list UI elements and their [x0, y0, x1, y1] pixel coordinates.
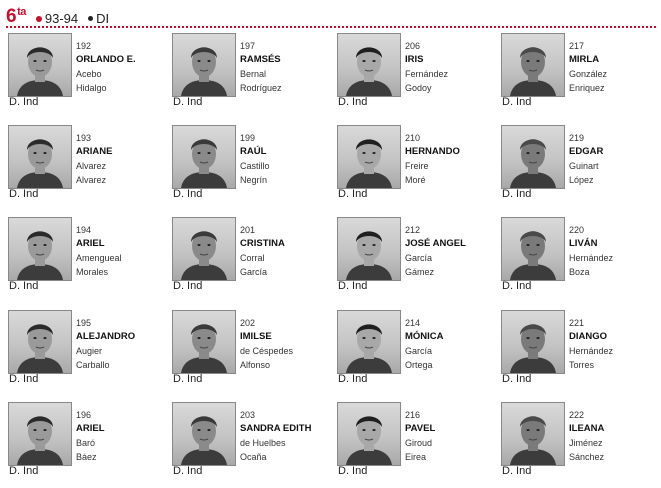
- photo-caption: D. Ind: [338, 188, 368, 200]
- student-photo: [501, 310, 565, 374]
- student-surname-2: Báez: [76, 452, 97, 462]
- student-number: 192: [76, 41, 92, 51]
- student-info: [405, 223, 466, 279]
- student-first-name: RAÚL: [240, 146, 267, 157]
- student-surname-1: Bernal: [240, 69, 267, 79]
- student-info: [240, 316, 293, 372]
- photo-caption: D. Ind: [173, 373, 203, 385]
- student-photo: [8, 33, 72, 97]
- portrait-silhouette-icon: [338, 403, 400, 465]
- student-surname-2: Eirea: [405, 452, 427, 462]
- portrait-silhouette-icon: [9, 34, 71, 96]
- student-first-name: LIVÁN: [569, 238, 598, 249]
- student-surname-2: Morales: [76, 267, 109, 277]
- student-surname-2: Negrín: [240, 175, 268, 185]
- student-first-name: PAVEL: [405, 423, 436, 434]
- portrait-silhouette-icon: [338, 311, 400, 373]
- student-info: [569, 223, 613, 279]
- student-card: [172, 217, 332, 303]
- portrait-silhouette-icon: [338, 218, 400, 280]
- student-first-name: MIRLA: [569, 54, 600, 65]
- student-photo: [172, 402, 236, 466]
- student-surname-1: Hernández: [569, 346, 614, 356]
- student-surname-2: Ocaña: [240, 452, 267, 462]
- student-info: [405, 408, 435, 464]
- student-number: 197: [240, 41, 256, 51]
- student-card: [337, 217, 497, 303]
- student-surname-1: de Huelbes: [240, 438, 286, 448]
- portrait-silhouette-icon: [502, 126, 564, 188]
- student-info: [76, 131, 112, 187]
- student-number: 221: [569, 318, 585, 328]
- photo-caption: D. Ind: [9, 280, 39, 292]
- student-surname-1: Amengueal: [76, 253, 122, 263]
- portrait-silhouette-icon: [9, 126, 71, 188]
- student-surname-1: Fernández: [405, 69, 449, 79]
- student-info: [240, 39, 282, 95]
- student-photo: [501, 125, 565, 189]
- student-card: [501, 217, 661, 303]
- student-first-name: ORLANDO E.: [76, 54, 136, 65]
- photo-caption: D. Ind: [173, 280, 203, 292]
- photo-caption: D. Ind: [502, 280, 532, 292]
- photo-caption: D. Ind: [338, 96, 368, 108]
- photo-caption: D. Ind: [338, 373, 368, 385]
- student-first-name: CRISTINA: [240, 238, 285, 249]
- student-card: [501, 125, 661, 211]
- student-photo: [501, 402, 565, 466]
- student-info: [76, 39, 136, 95]
- student-surname-2: García: [240, 267, 268, 277]
- student-card: [337, 310, 497, 396]
- student-surname-2: Hidalgo: [76, 83, 107, 93]
- student-photo: [501, 33, 565, 97]
- student-info: [76, 316, 135, 372]
- student-photo: [337, 402, 401, 466]
- student-info: [405, 316, 444, 372]
- photo-caption: D. Ind: [9, 465, 39, 477]
- student-card: [172, 33, 332, 119]
- student-card: [172, 402, 332, 488]
- photo-caption: D. Ind: [173, 96, 203, 108]
- school-years: 93-94: [36, 11, 78, 26]
- student-number: 214: [405, 318, 421, 328]
- student-surname-1: Hernández: [569, 253, 614, 263]
- student-info: [569, 408, 604, 464]
- student-photo: [172, 125, 236, 189]
- portrait-silhouette-icon: [9, 403, 71, 465]
- student-surname-2: López: [569, 175, 594, 185]
- photo-caption: D. Ind: [9, 96, 39, 108]
- student-number: 196: [76, 410, 92, 420]
- student-first-name: ILEANA: [569, 423, 605, 434]
- photo-caption: D. Ind: [9, 373, 39, 385]
- student-number: 195: [76, 318, 92, 328]
- student-surname-2: Moré: [405, 175, 426, 185]
- student-info: [569, 316, 613, 372]
- photo-caption: D. Ind: [338, 280, 368, 292]
- student-photo: [337, 125, 401, 189]
- student-info: [76, 223, 122, 279]
- student-first-name: JOSÉ ANGEL: [405, 238, 466, 249]
- portrait-silhouette-icon: [338, 126, 400, 188]
- student-first-name: ARIEL: [76, 423, 105, 434]
- portrait-silhouette-icon: [9, 218, 71, 280]
- student-card: [8, 402, 168, 488]
- student-number: 201: [240, 225, 256, 235]
- student-photo: [8, 125, 72, 189]
- student-surname-1: Corral: [240, 253, 265, 263]
- photo-caption: D. Ind: [338, 465, 368, 477]
- student-info: [240, 223, 285, 279]
- grade-label: $6^{ta}$: [6, 6, 26, 27]
- student-surname-1: Castillo: [240, 161, 270, 171]
- student-surname-1: García: [405, 253, 433, 263]
- portrait-silhouette-icon: [173, 218, 235, 280]
- student-first-name: IMILSE: [240, 331, 272, 342]
- student-surname-1: Guinart: [569, 161, 599, 171]
- portrait-silhouette-icon: [173, 34, 235, 96]
- student-number: 203: [240, 410, 256, 420]
- student-surname-2: Godoy: [405, 83, 432, 93]
- student-photo: [501, 217, 565, 281]
- student-card: [172, 310, 332, 396]
- student-number: 219: [569, 133, 585, 143]
- student-info: [569, 131, 603, 187]
- student-surname-1: Giroud: [405, 438, 433, 448]
- student-info: [405, 39, 448, 95]
- student-first-name: MÓNICA: [405, 331, 444, 342]
- student-first-name: DIANGO: [569, 331, 607, 342]
- portrait-silhouette-icon: [173, 403, 235, 465]
- student-first-name: ARIANE: [76, 146, 113, 157]
- student-surname-2: Boza: [569, 267, 590, 277]
- portrait-silhouette-icon: [173, 311, 235, 373]
- student-info: [76, 408, 105, 464]
- student-surname-1: Acebo: [76, 69, 102, 79]
- student-number: 199: [240, 133, 256, 143]
- student-surname-1: Alvarez: [76, 161, 107, 171]
- student-surname-2: Alvarez: [76, 175, 107, 185]
- student-number: 193: [76, 133, 92, 143]
- student-surname-2: Rodríguez: [240, 83, 282, 93]
- portrait-silhouette-icon: [9, 311, 71, 373]
- student-photo: [337, 33, 401, 97]
- student-info: [569, 39, 607, 95]
- student-number: 222: [569, 410, 585, 420]
- student-surname-1: García: [405, 346, 433, 356]
- student-info: [240, 131, 270, 187]
- student-card: [8, 33, 168, 119]
- student-surname-2: Carballo: [76, 360, 110, 370]
- student-number: 206: [405, 41, 421, 51]
- portrait-silhouette-icon: [173, 126, 235, 188]
- student-photo: [172, 33, 236, 97]
- student-first-name: SANDRA EDITH: [240, 423, 312, 434]
- student-surname-2: Enriquez: [569, 83, 605, 93]
- student-card: [337, 125, 497, 211]
- student-surname-1: de Céspedes: [240, 346, 294, 356]
- student-card: [501, 310, 661, 396]
- portrait-silhouette-icon: [502, 403, 564, 465]
- student-surname-1: Baró: [76, 438, 96, 448]
- student-first-name: RAMSÉS: [240, 54, 281, 65]
- student-card: [8, 217, 168, 303]
- student-first-name: EDGAR: [569, 146, 604, 157]
- student-surname-2: Ortega: [405, 360, 433, 370]
- student-photo: [8, 402, 72, 466]
- student-surname-1: González: [569, 69, 608, 79]
- portrait-silhouette-icon: [338, 34, 400, 96]
- student-card: [8, 310, 168, 396]
- student-info: [405, 131, 460, 187]
- student-photo: [337, 310, 401, 374]
- student-card: [337, 402, 497, 488]
- portrait-silhouette-icon: [502, 34, 564, 96]
- student-card: [172, 125, 332, 211]
- student-first-name: HERNANDO: [405, 146, 460, 157]
- student-surname-2: Torres: [569, 360, 595, 370]
- photo-caption: D. Ind: [502, 96, 532, 108]
- photo-caption: D. Ind: [173, 465, 203, 477]
- student-photo: [8, 310, 72, 374]
- student-number: 202: [240, 318, 256, 328]
- student-card: [8, 125, 168, 211]
- student-surname-1: Jiménez: [569, 438, 603, 448]
- student-card: [501, 33, 661, 119]
- portrait-silhouette-icon: [502, 311, 564, 373]
- student-number: 210: [405, 133, 421, 143]
- photo-caption: D. Ind: [502, 188, 532, 200]
- student-number: 220: [569, 225, 585, 235]
- student-photo: [172, 310, 236, 374]
- student-number: 194: [76, 225, 92, 235]
- student-number: 217: [569, 41, 585, 51]
- student-surname-2: Alfonso: [240, 360, 271, 370]
- student-first-name: ARIEL: [76, 238, 105, 249]
- student-surname-1: Freire: [405, 161, 429, 171]
- student-info: [240, 408, 311, 464]
- section-label: DI: [88, 11, 109, 26]
- student-first-name: IRIS: [405, 54, 424, 65]
- student-photo: [337, 217, 401, 281]
- photo-caption: D. Ind: [9, 188, 39, 200]
- portrait-silhouette-icon: [502, 218, 564, 280]
- student-card: [337, 33, 497, 119]
- student-card: [501, 402, 661, 488]
- photo-caption: D. Ind: [173, 188, 203, 200]
- student-surname-2: Sánchez: [569, 452, 605, 462]
- student-number: 212: [405, 225, 421, 235]
- student-surname-1: Augier: [76, 346, 103, 356]
- photo-caption: D. Ind: [502, 373, 532, 385]
- student-surname-2: Gámez: [405, 267, 435, 277]
- student-photo: [172, 217, 236, 281]
- photo-caption: D. Ind: [502, 465, 532, 477]
- student-photo: [8, 217, 72, 281]
- student-number: 216: [405, 410, 421, 420]
- student-first-name: ALEJANDRO: [76, 331, 136, 342]
